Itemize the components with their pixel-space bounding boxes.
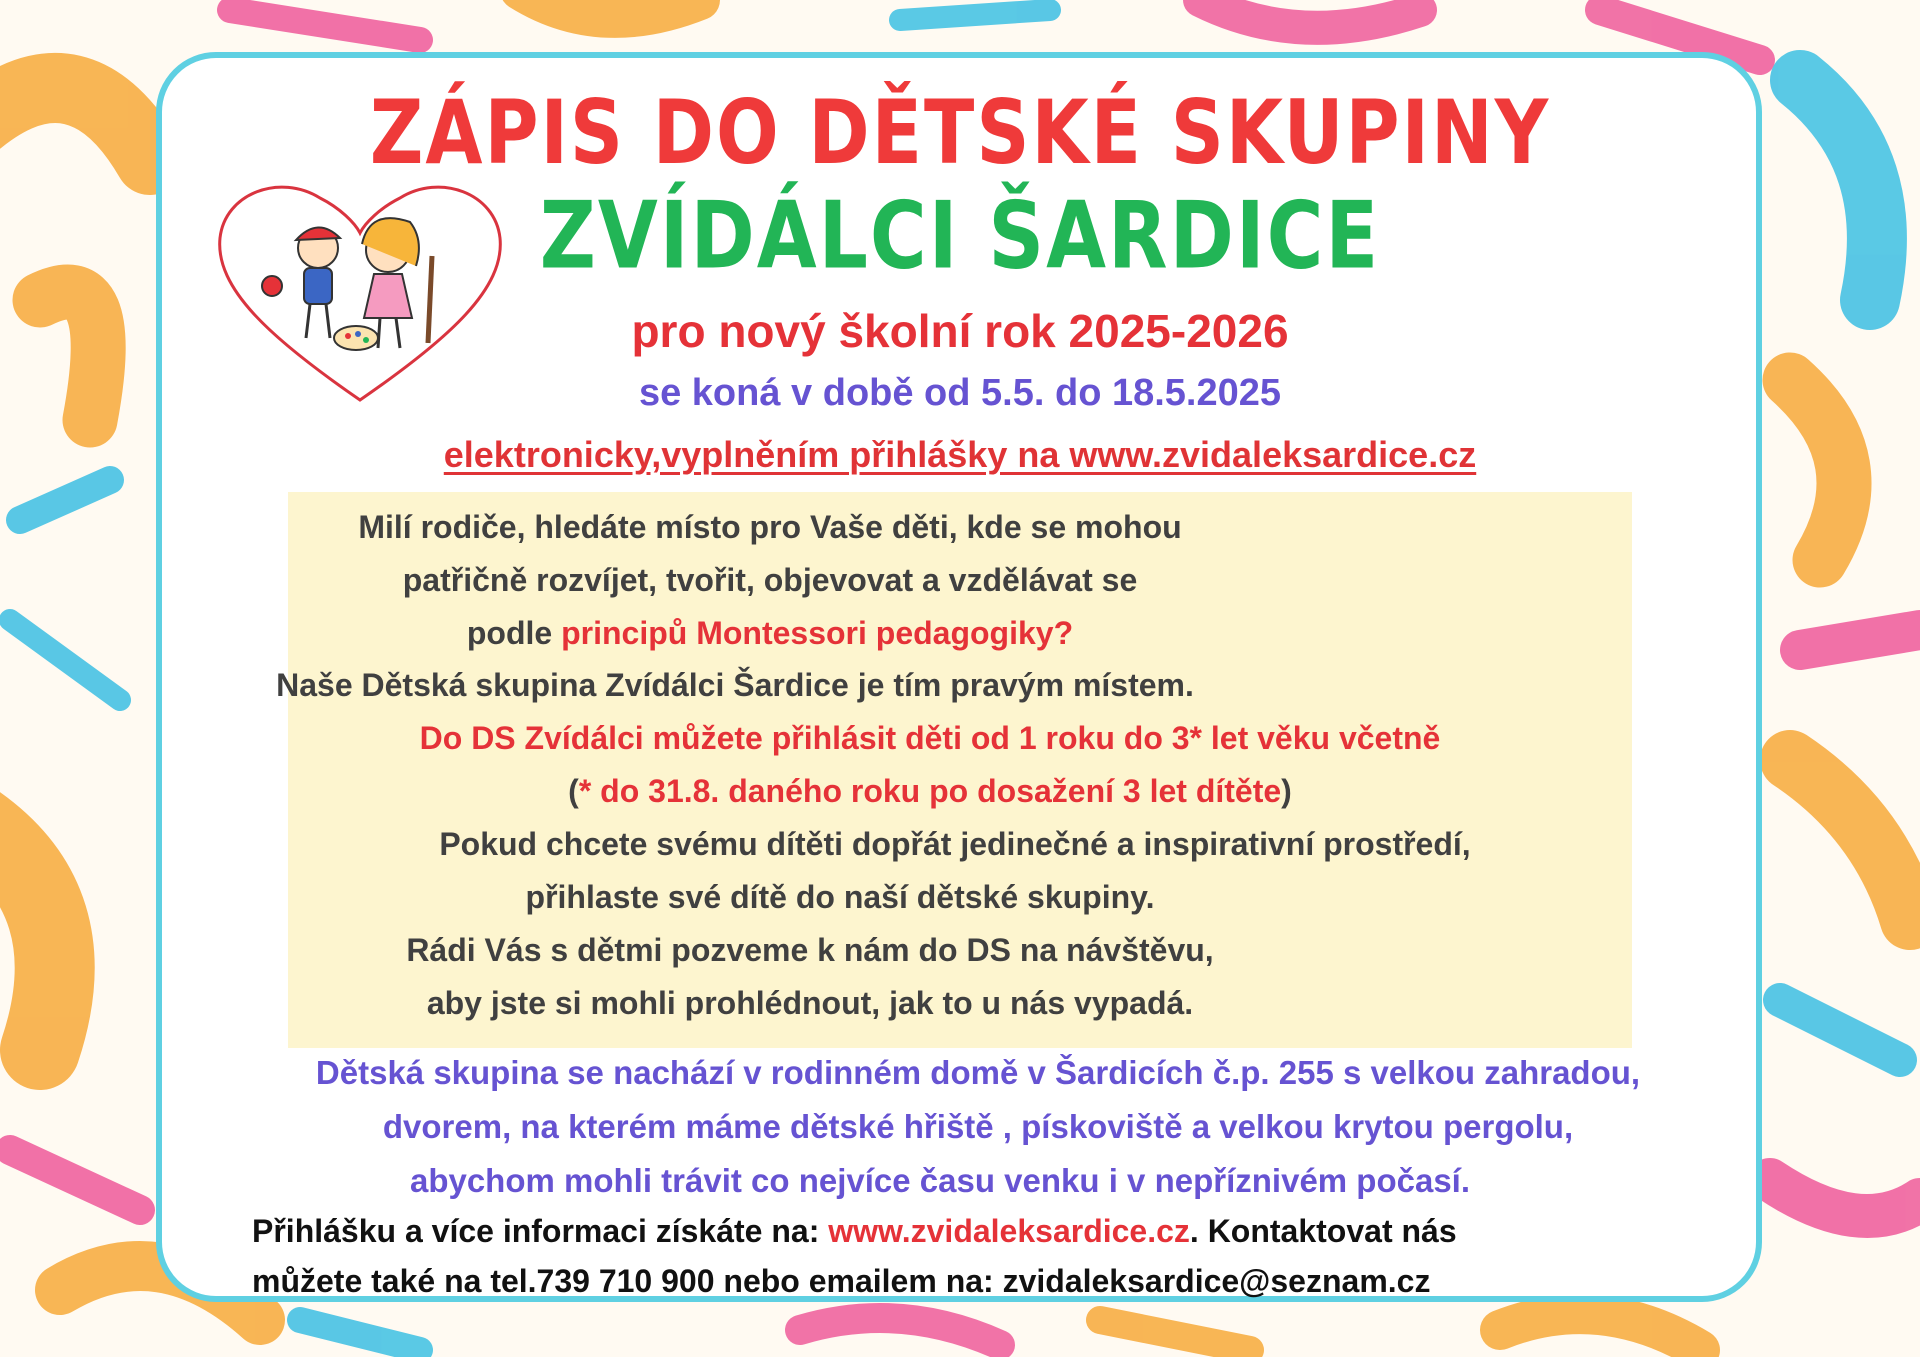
location-line-3: abychom mohli trávit co nejvíce času venku i v nepříznivém počasí. [409,1162,1471,1199]
intro-line-8: přihlaste své dítě do naší dětské skupiny. [525,879,1155,915]
location-line-2: dvorem, na kterém máme dětské hřiště , pískoviště a velkou krytou pergolu, [382,1108,1574,1145]
intro-line-4: Naše Dětská skupina Zvídálci Šardice je tím pravým místem. [276,667,1194,703]
enrollment-dates: se koná v době od 5.5. do 18.5.2025 [638,372,1282,414]
age-note-text: * do 31.8. daného roku po dosažení 3 let dítěte [578,773,1282,809]
age-note [0,773,1890,810]
intro-line-2: patřičně rozvíjet, tvořit, objevovat a vzdělávat se [402,562,1138,598]
intro-line-1: Milí rodiče, hledáte místo pro Vaše děti, kde se mohou [358,509,1182,545]
intro-line-7: Pokud chcete svému dítěti dopřát jedinečné a inspirativní prostředí, [439,826,1471,862]
title-line-2: ZVÍDÁLCI ŠARDICE [539,182,1381,290]
enrollment-link[interactable]: elektronicky,vyplněním přihlášky na www.zvidaleksardice.cz [443,434,1477,475]
contact-line-1 [252,1213,1752,1250]
school-year: pro nový školní rok 2025-2026 [631,305,1289,357]
age-range: Do DS Zvídálci můžete přihlásit děti od 1 roku do 3* let věku včetně [419,720,1441,756]
contact-prefix: Přihlášku a více informaci získáte na: [252,1213,829,1249]
contact-suffix: . Kontaktovat nás [1189,1213,1457,1249]
intro-line-3-prefix: podle [466,615,562,651]
contact-line-2: můžete také na tel.739 710 900 nebo emailem na: zvidaleksardice@seznam.cz [252,1263,1431,1299]
location-line-1: Dětská skupina se nachází v rodinném domě v Šardicích č.p. 255 s velkou zahradou, [315,1054,1641,1091]
montessori-highlight: principů Montessori pedagogiky? [561,615,1074,651]
age-note-open: ( [568,773,579,809]
intro-line-9: Rádi Vás s dětmi pozveme k nám do DS na návštěvu, [406,932,1214,968]
website-link[interactable]: www.zvidaleksardice.cz [828,1213,1190,1249]
age-note-close: ) [1281,773,1292,809]
title-line-1: ZÁPIS DO DĚTSKÉ SKUPINY [369,82,1551,185]
intro-line-10: aby jste si mohli prohlédnout, jak to u nás vypadá. [426,985,1194,1021]
intro-line-3 [0,615,1730,652]
